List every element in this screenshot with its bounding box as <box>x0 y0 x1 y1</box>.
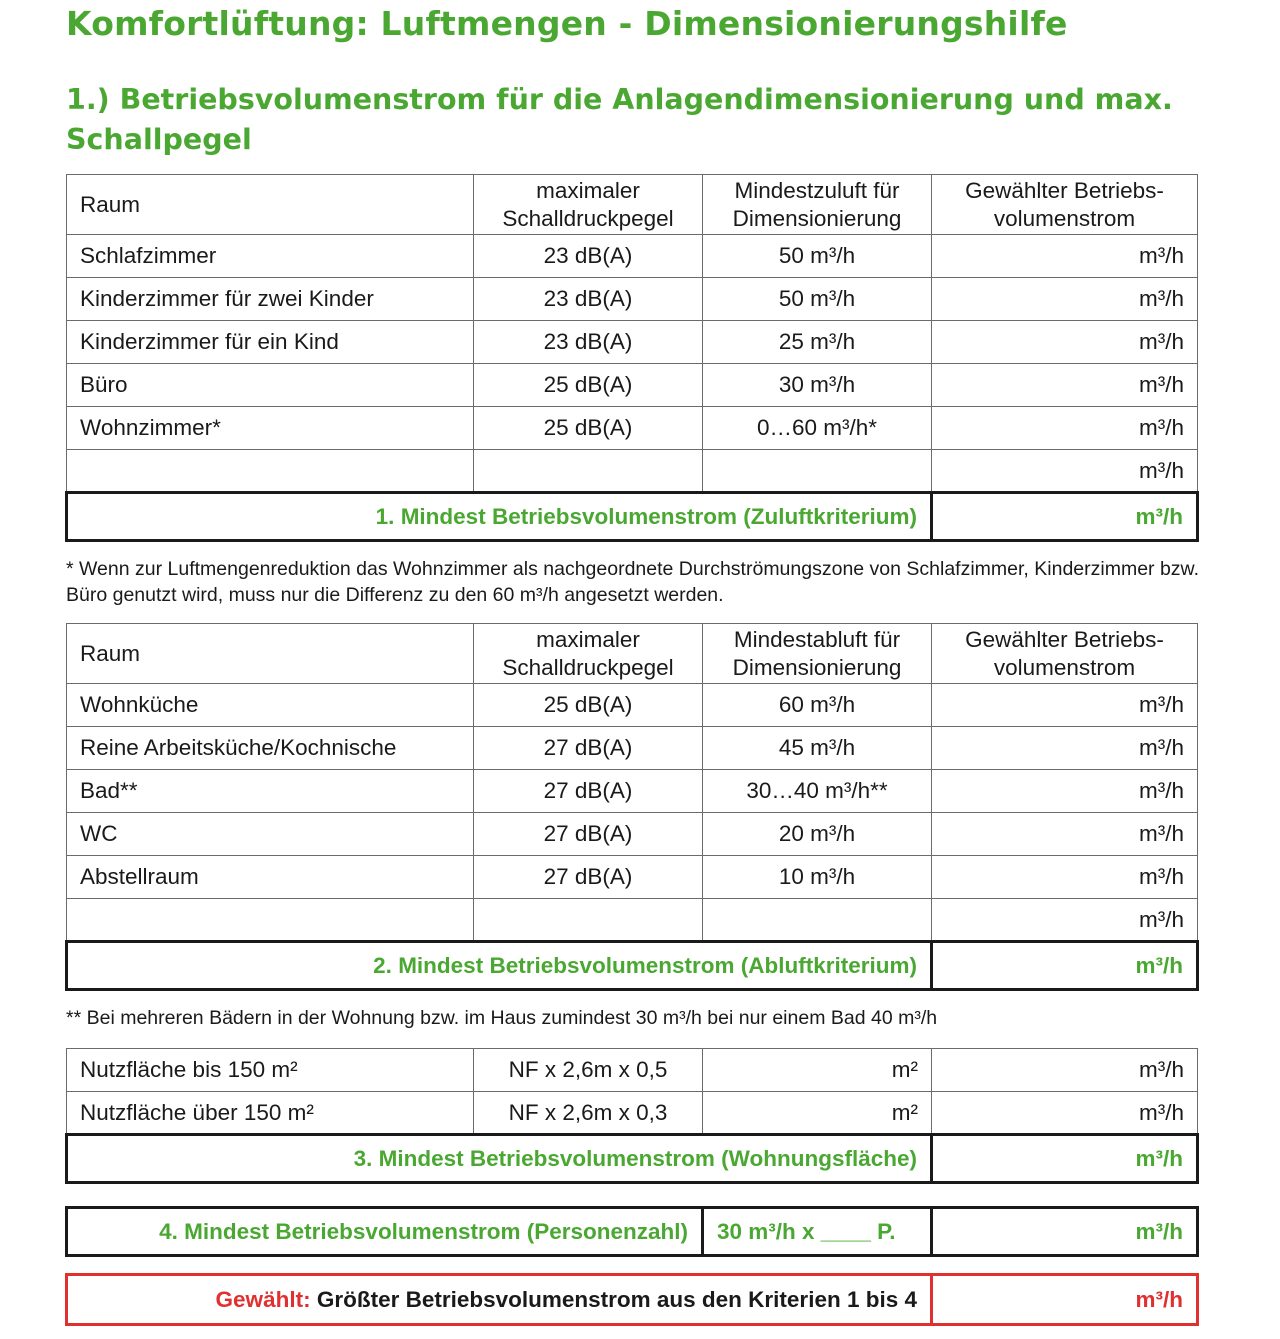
area-input[interactable]: m² <box>703 1092 932 1135</box>
table-row <box>67 364 1198 407</box>
sound-level-cell[interactable] <box>474 450 703 493</box>
header-min-exhaust: Mindestabluft für Dimensionierung <box>703 624 932 684</box>
table-row <box>67 321 1198 364</box>
sound-level-cell: 25 dB(A) <box>474 407 703 450</box>
sound-level-cell: 27 dB(A) <box>474 856 703 899</box>
sound-level-cell: 23 dB(A) <box>474 278 703 321</box>
room-cell: Reine Arbeitsküche/Kochnische <box>67 727 474 770</box>
section-title: 1.) Betriebsvolumenstrom für die Anlagendimensionierung und max. Schallpegel <box>66 83 1173 156</box>
table-header-row <box>67 175 1198 235</box>
sound-level-cell: 27 dB(A) <box>474 727 703 770</box>
sound-level-cell: 23 dB(A) <box>474 321 703 364</box>
final-text: Größter Betriebsvolumenstrom aus den Kriterien 1 bis 4 <box>316 1286 917 1312</box>
footnote-living-room: * Wenn zur Luftmengenreduktion das Wohnzimmer als nachgeordnete Durchströmungszone von Schlafzimmer, Kinderzimmer bzw. Büro genutzt wird, muss nur die Differenz zu den 60 m³/h angesetzt werden. <box>66 558 1199 606</box>
sound-level-cell: 27 dB(A) <box>474 813 703 856</box>
room-cell: Abstellraum <box>67 856 474 899</box>
room-cell: Bad** <box>67 770 474 813</box>
table-header-row <box>67 624 1198 684</box>
header-sound-level: maximaler Schalldruckpegel <box>474 175 703 235</box>
flow-cell: 50 m³/h <box>703 278 932 321</box>
sound-level-cell: 23 dB(A) <box>474 235 703 278</box>
table-row <box>67 407 1198 450</box>
chosen-flow-input[interactable]: m³/h <box>932 235 1198 278</box>
header-sound-level: maximaler Schalldruckpegel <box>474 624 703 684</box>
chosen-flow-input[interactable]: m³/h <box>932 407 1198 450</box>
flow-cell: 60 m³/h <box>703 684 932 727</box>
header-chosen-flow: Gewählter Betriebs- volumenstrom <box>932 175 1198 235</box>
page-title: Komfortlüftung: Luftmengen - Dimensionierungshilfe <box>66 4 1068 43</box>
final-choice-table <box>65 1273 1199 1326</box>
flow-cell[interactable] <box>703 450 932 493</box>
room-cell: WC <box>67 813 474 856</box>
summary-row <box>67 1208 1198 1256</box>
table-row <box>67 1049 1198 1092</box>
table-row <box>67 727 1198 770</box>
table-row <box>67 1092 1198 1135</box>
chosen-flow-input[interactable]: m³/h <box>932 856 1198 899</box>
supply-air-table <box>65 174 1199 542</box>
room-cell: Wohnzimmer* <box>67 407 474 450</box>
exhaust-air-table <box>65 623 1199 991</box>
summary-row <box>67 1135 1198 1183</box>
chosen-flow-input[interactable]: m³/h <box>932 899 1198 942</box>
table-row <box>67 235 1198 278</box>
chosen-flow-input[interactable]: m³/h <box>932 1049 1198 1092</box>
flow-cell: 45 m³/h <box>703 727 932 770</box>
final-flow-input[interactable]: m³/h <box>932 1275 1198 1325</box>
header-min-supply: Mindestzuluft für Dimensionierung <box>703 175 932 235</box>
sound-level-cell: 25 dB(A) <box>474 684 703 727</box>
summary-flow-input[interactable]: m³/h <box>932 1135 1198 1183</box>
final-prefix: Gewählt: <box>215 1286 311 1312</box>
sound-level-cell[interactable] <box>474 899 703 942</box>
table-row <box>67 813 1198 856</box>
summary-row <box>67 493 1198 541</box>
sound-level-cell: 25 dB(A) <box>474 364 703 407</box>
room-cell: Kinderzimmer für zwei Kinder <box>67 278 474 321</box>
flow-cell: 30 m³/h <box>703 364 932 407</box>
formula-cell: NF x 2,6m x 0,5 <box>474 1049 703 1092</box>
table-row <box>67 684 1198 727</box>
chosen-flow-input[interactable]: m³/h <box>932 1092 1198 1135</box>
persons-formula-input[interactable]: 30 m³/h x ____ P. <box>703 1208 932 1256</box>
chosen-flow-input[interactable]: m³/h <box>932 450 1198 493</box>
persons-label: 4. Mindest Betriebsvolumenstrom (Personenzahl) <box>67 1208 703 1256</box>
chosen-flow-input[interactable]: m³/h <box>932 813 1198 856</box>
room-cell: Kinderzimmer für ein Kind <box>67 321 474 364</box>
chosen-flow-input[interactable]: m³/h <box>932 321 1198 364</box>
flow-cell: 0…60 m³/h* <box>703 407 932 450</box>
table-row <box>67 899 1198 942</box>
final-row <box>67 1275 1198 1325</box>
header-room: Raum <box>67 175 474 235</box>
summary-label: 2. Mindest Betriebsvolumenstrom (Abluftkriterium) <box>67 942 932 990</box>
room-cell: Schlafzimmer <box>67 235 474 278</box>
persons-flow-input[interactable]: m³/h <box>932 1208 1198 1256</box>
summary-label: 1. Mindest Betriebsvolumenstrom (Zuluftkriterium) <box>67 493 932 541</box>
room-cell: Büro <box>67 364 474 407</box>
persons-criterion-table <box>65 1206 1199 1257</box>
final-label <box>67 1275 932 1325</box>
chosen-flow-input[interactable]: m³/h <box>932 727 1198 770</box>
flow-cell: 25 m³/h <box>703 321 932 364</box>
sound-level-cell: 27 dB(A) <box>474 770 703 813</box>
chosen-flow-input[interactable]: m³/h <box>932 770 1198 813</box>
area-label-cell: Nutzfläche über 150 m² <box>67 1092 474 1135</box>
floor-area-table <box>65 1048 1199 1184</box>
table-row <box>67 770 1198 813</box>
flow-cell: 30…40 m³/h** <box>703 770 932 813</box>
formula-cell: NF x 2,6m x 0,3 <box>474 1092 703 1135</box>
chosen-flow-input[interactable]: m³/h <box>932 278 1198 321</box>
summary-flow-input[interactable]: m³/h <box>932 942 1198 990</box>
table-row <box>67 450 1198 493</box>
footnote-bath: ** Bei mehreren Bädern in der Wohnung bzw. im Haus zumindest 30 m³/h bei nur einem Bad 40 m³/h <box>66 1007 938 1029</box>
chosen-flow-input[interactable]: m³/h <box>932 684 1198 727</box>
flow-cell: 10 m³/h <box>703 856 932 899</box>
area-label-cell: Nutzfläche bis 150 m² <box>67 1049 474 1092</box>
flow-cell[interactable] <box>703 899 932 942</box>
table-row <box>67 856 1198 899</box>
summary-row <box>67 942 1198 990</box>
flow-cell: 20 m³/h <box>703 813 932 856</box>
room-cell[interactable] <box>67 899 474 942</box>
header-chosen-flow: Gewählter Betriebs- volumenstrom <box>932 624 1198 684</box>
area-input[interactable]: m² <box>703 1049 932 1092</box>
room-cell[interactable] <box>67 450 474 493</box>
chosen-flow-input[interactable]: m³/h <box>932 364 1198 407</box>
summary-label: 3. Mindest Betriebsvolumenstrom (Wohnungsfläche) <box>67 1135 932 1183</box>
summary-flow-input[interactable]: m³/h <box>932 493 1198 541</box>
table-row <box>67 278 1198 321</box>
room-cell: Wohnküche <box>67 684 474 727</box>
flow-cell: 50 m³/h <box>703 235 932 278</box>
header-room: Raum <box>67 624 474 684</box>
